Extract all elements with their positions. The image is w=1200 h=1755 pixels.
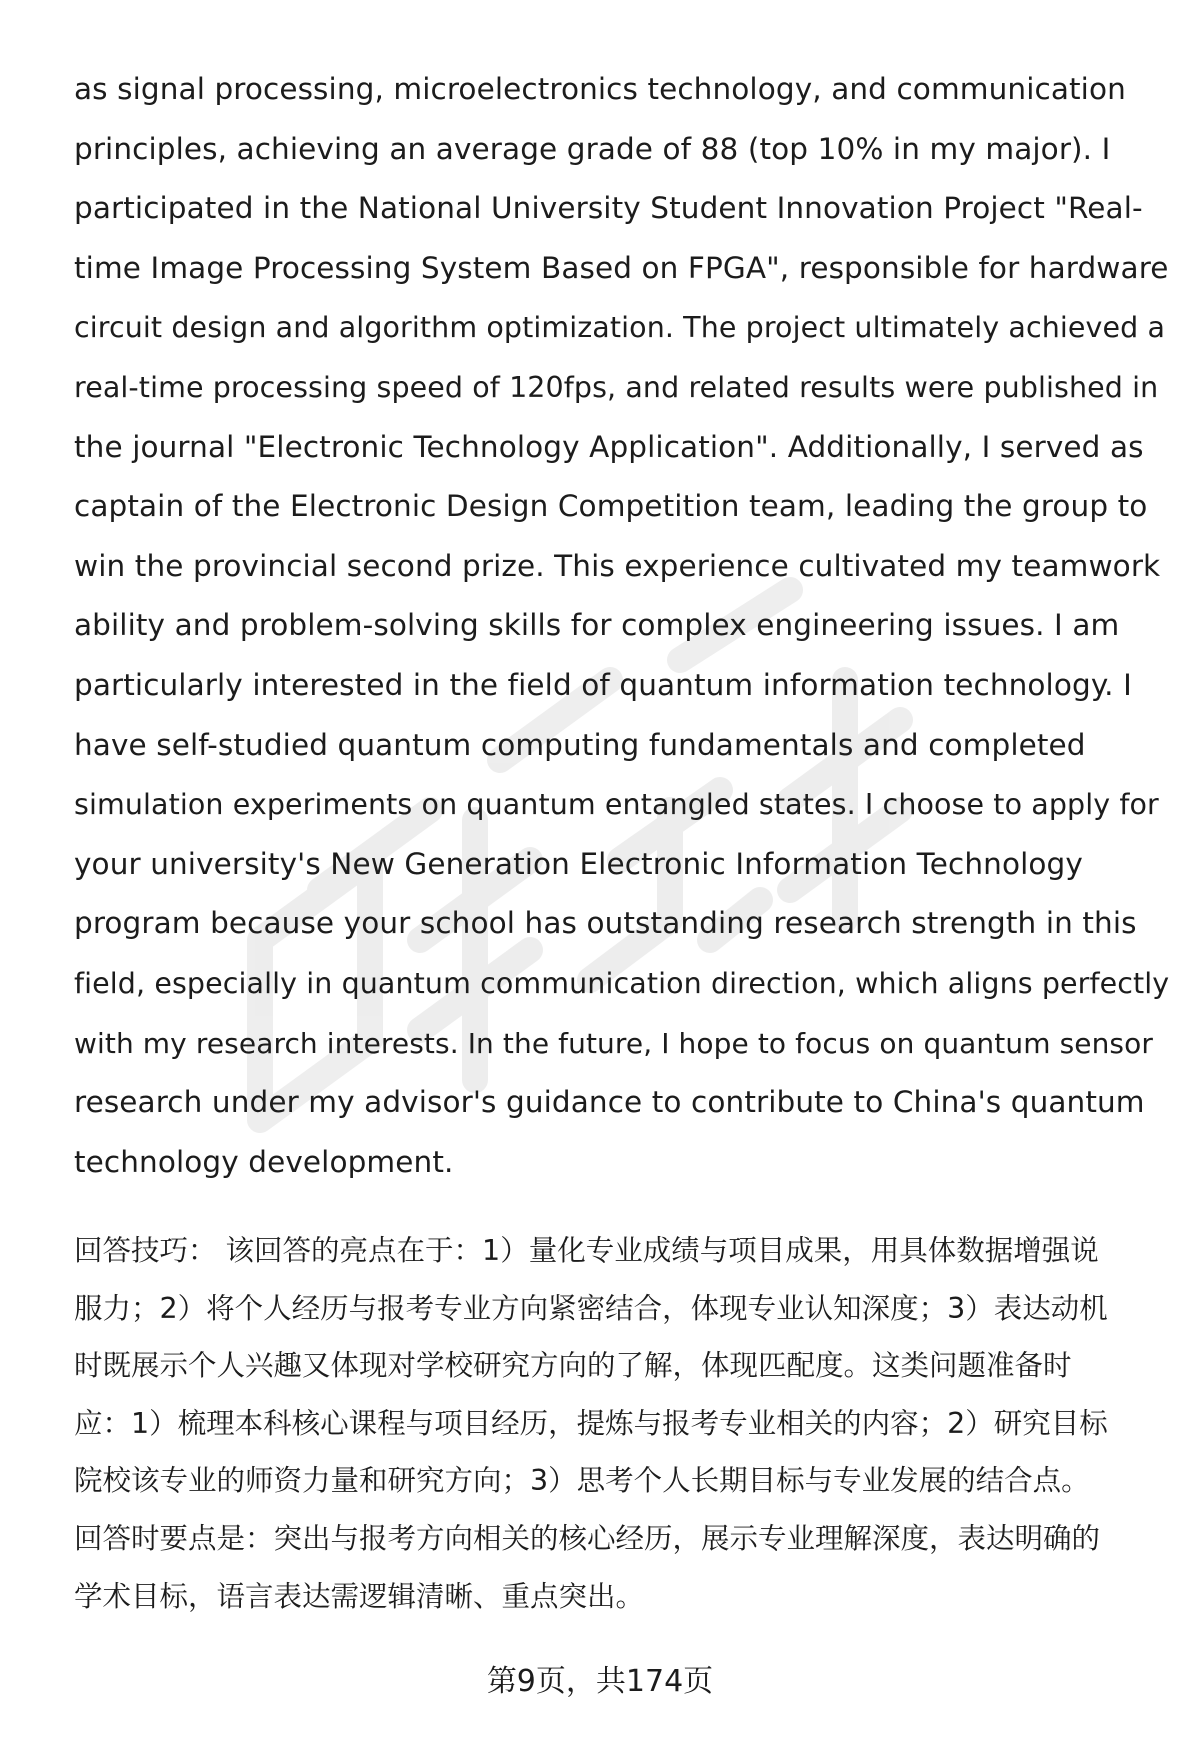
- answer-line: simulation experiments on quantum entangled states. I choose to apply for: [74, 788, 1159, 822]
- answer-line: time Image Processing System Based on FPGA", responsible for hardware: [74, 250, 1169, 285]
- answer-line: captain of the Electronic Design Competition team, leading the group to: [74, 489, 1148, 524]
- answer-line: particularly interested in the field of quantum information technology. I: [74, 667, 1132, 702]
- tips-line: 时既展示个人兴趣又体现对学校研究方向的了解，体现匹配度。这类问题准备时: [74, 1349, 1072, 1383]
- answer-line: field, especially in quantum communication direction, which aligns perfectly: [74, 966, 1170, 1000]
- answer-line: real-time processing speed of 120fps, and related results were published in: [74, 370, 1159, 404]
- tips-line: 服力；2）将个人经历与报考专业方向紧密结合，体现专业认知深度；3）表达动机: [74, 1291, 1108, 1325]
- tips-line: 应：1）梳理本科核心课程与项目经历，提炼与报考专业相关的内容；2）研究目标: [74, 1406, 1108, 1440]
- answer-line: principles, achieving an average grade of 88 (top 10% in my major). I: [74, 131, 1111, 166]
- answer-line: with my research interests. In the future, I hope to focus on quantum sensor: [74, 1026, 1153, 1060]
- answer-line: your university's New Generation Electronic Information Technology: [74, 846, 1083, 881]
- answer-line: research under my advisor's guidance to contribute to China's quantum: [74, 1085, 1145, 1120]
- answer-paragraph: [74, 60, 1170, 1192]
- answer-line: the journal "Electronic Technology Application". Additionally, I served as: [74, 429, 1144, 464]
- page-number-footer: 第9页，共174页: [486, 1664, 714, 1699]
- answer-line: ability and problem-solving skills for complex engineering issues. I am: [74, 608, 1120, 643]
- answer-line: participated in the National University Student Innovation Project "Real-: [74, 191, 1143, 226]
- tips-paragraph: [74, 1222, 1154, 1625]
- answer-line: program because your school has outstanding research strength in this: [74, 906, 1137, 941]
- answer-line: circuit design and algorithm optimization. The project ultimately achieved a: [74, 311, 1166, 345]
- answer-line: have self-studied quantum computing fundamentals and completed: [74, 727, 1086, 762]
- tips-line: 回答时要点是：突出与报考方向相关的核心经历，展示专业理解深度，表达明确的: [74, 1521, 1101, 1555]
- tips-line: 学术目标，语言表达需逻辑清晰、重点突出。: [74, 1579, 645, 1613]
- answer-line: technology development.: [74, 1144, 454, 1179]
- answer-line: win the provincial second prize. This experience cultivated my teamwork: [74, 548, 1161, 583]
- tips-line: 回答技巧： 该回答的亮点在于：1）量化专业成绩与项目成果，用具体数据增强说: [74, 1234, 1099, 1267]
- answer-line: as signal processing, microelectronics technology, and communication: [74, 72, 1126, 106]
- tips-line: 院校该专业的师资力量和研究方向；3）思考个人长期目标与专业发展的结合点。: [74, 1464, 1090, 1498]
